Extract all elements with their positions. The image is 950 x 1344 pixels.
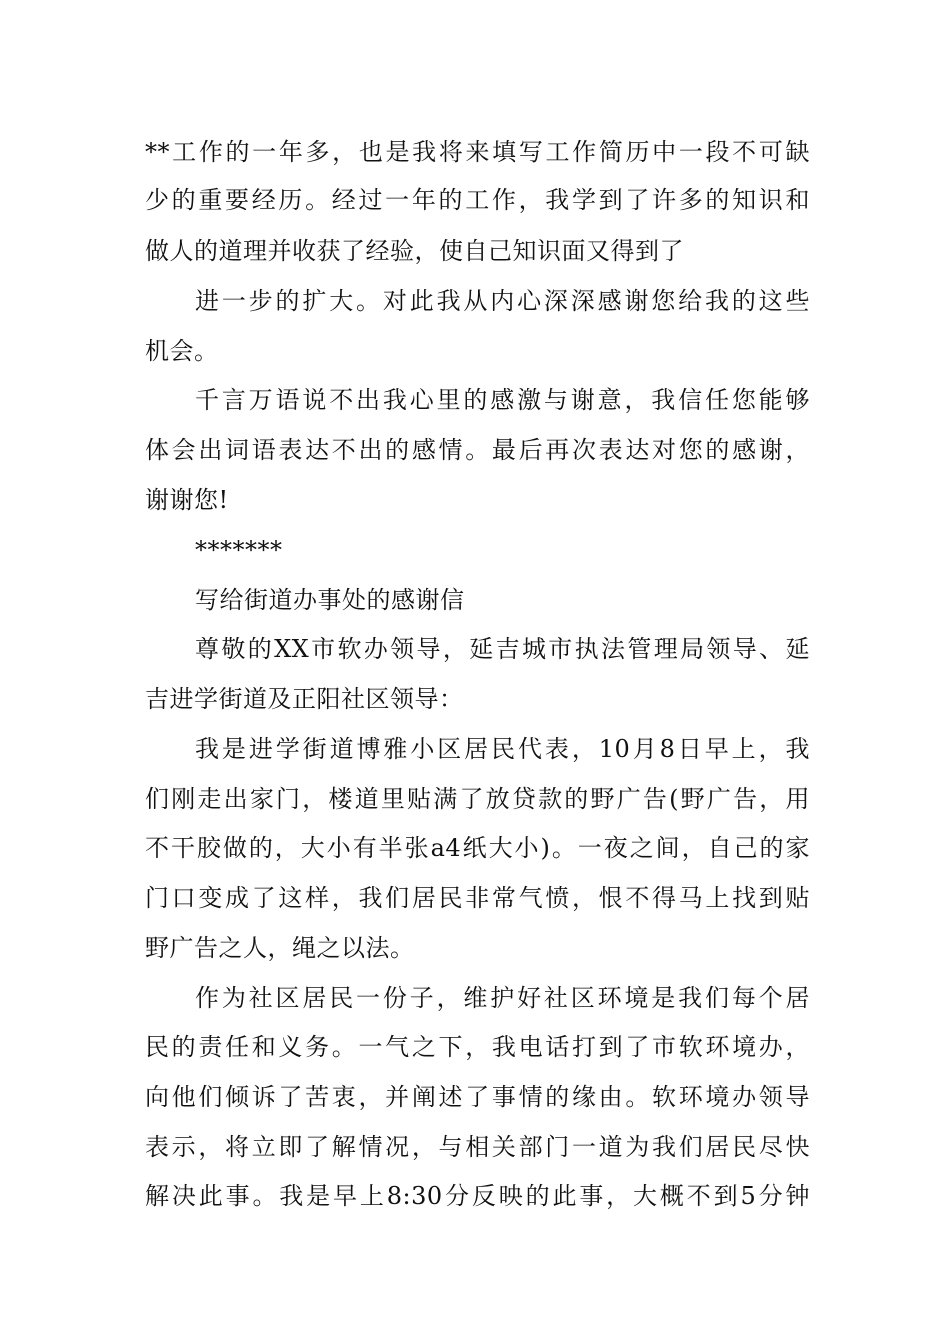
- paragraph-line: 我是进学街道博雅小区居民代表，10月8日早上，我: [195, 735, 810, 763]
- paragraph-line: 解决此事。我是早上8:30分反映的此事，大概不到5分钟: [145, 1182, 810, 1210]
- paragraph-line: 进一步的扩大。对此我从内心深深感谢您给我的这些: [195, 287, 810, 315]
- paragraph-line: 千言万语说不出我心里的感激与谢意，我信任您能够: [195, 386, 810, 414]
- paragraph-line: 门口变成了这样，我们居民非常气愤，恨不得马上找到贴: [145, 884, 810, 912]
- paragraph-line: 作为社区居民一份子，维护好社区环境是我们每个居: [195, 984, 810, 1012]
- paragraph-line: 野广告之人，绳之以法。: [145, 934, 415, 962]
- paragraph-line: 少的重要经历。经过一年的工作，我学到了许多的知识和: [145, 186, 810, 214]
- paragraph-line: 不干胶做的，大小有半张a4纸大小)。一夜之间，自己的家: [145, 834, 810, 862]
- paragraph-line: **工作的一年多，也是我将来填写工作简历中一段不可缺: [145, 138, 810, 166]
- paragraph-line: 民的责任和义务。一气之下，我电话打到了市软环境办，: [145, 1033, 810, 1061]
- paragraph-line: 表示，将立即了解情况，与相关部门一道为我们居民尽快: [145, 1133, 810, 1161]
- paragraph-line: 们刚走出家门，楼道里贴满了放贷款的野广告(野广告，用: [145, 785, 810, 813]
- letter-title: 写给街道办事处的感谢信: [195, 586, 465, 614]
- paragraph-line: 做人的道理并收获了经验，使自己知识面又得到了: [145, 237, 684, 265]
- paragraph-line: 体会出词语表达不出的感情。最后再次表达对您的感谢，: [145, 436, 810, 464]
- paragraph-line: 机会。: [145, 337, 219, 365]
- paragraph-line: 谢谢您!: [145, 486, 229, 514]
- paragraph-line: 向他们倾诉了苦衷，并阐述了事情的缘由。软环境办领导: [145, 1083, 810, 1111]
- salutation-line: 吉进学街道及正阳社区领导：: [145, 685, 464, 713]
- separator-asterisks: *******: [195, 536, 283, 564]
- salutation-line: 尊敬的XX市软办领导，延吉城市执法管理局领导、延: [195, 635, 810, 663]
